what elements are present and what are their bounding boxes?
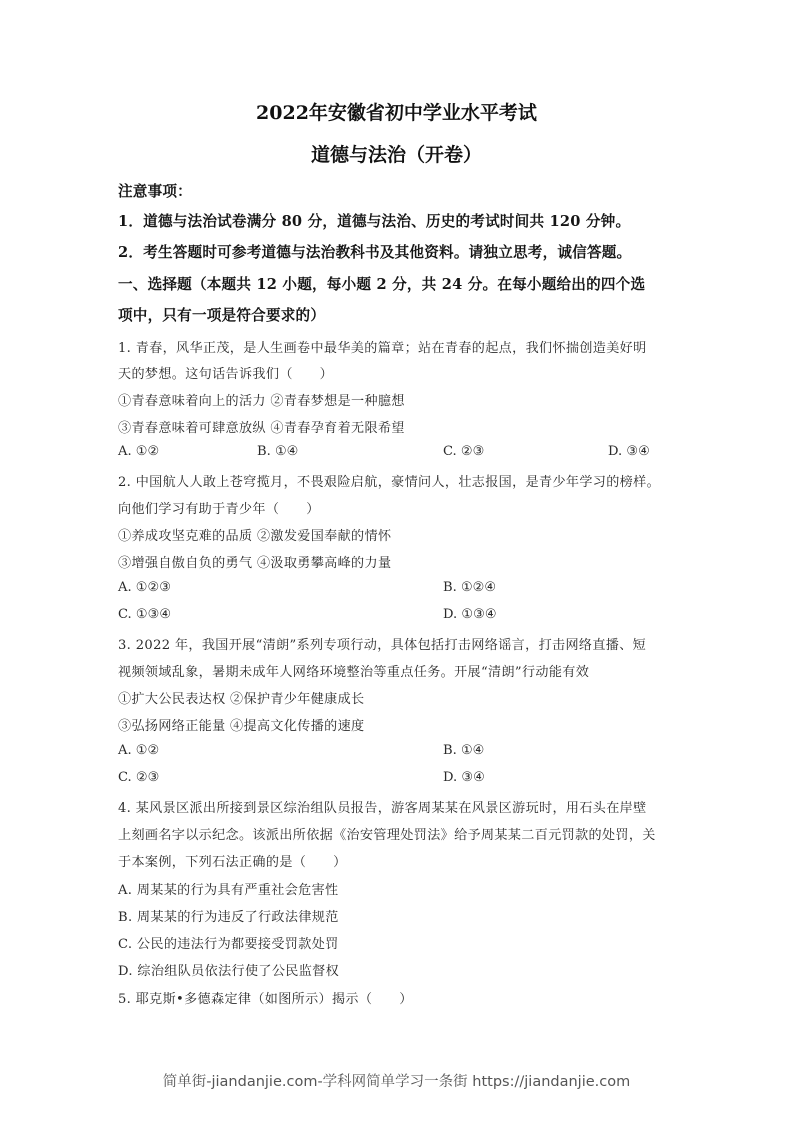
question-stem: 上刻画名字以示纪念。该派出所依据《治安管理处罚法》给予周某某二百元罚款的处罚，关 bbox=[118, 828, 656, 843]
question-stem: 4. 某风景区派出所接到景区综治组队员报告，游客周某某在风景区游玩时，用石头在岸壁 bbox=[118, 801, 647, 816]
option-c: C. ①③④ bbox=[118, 607, 172, 622]
question-statement: ③青春意味着可肆意放纵 ④青春孕育着无限希望 bbox=[118, 421, 405, 436]
option-a: A. ①② bbox=[118, 743, 160, 758]
question-stem: 2. 中国航人人敢上苍穹揽月，不畏艰险启航，豪情问人，壮志报国，是青少年学习的榜样。 bbox=[118, 475, 661, 490]
question-stem: 3. 2022 年，我国开展“清朗”系列专项行动，具体包括打击网络谣言，打击网络直播、短 bbox=[118, 638, 647, 653]
section-heading-line-1: 一、选择题（本题共 12 小题，每小题 2 分，共 24 分。在每小题给出的四个选 bbox=[118, 276, 646, 293]
note-item-2: 2．考生答题时可参考道德与法治教科书及其他资料。请独立思考，诚信答题。 bbox=[118, 244, 632, 261]
question-stem: 5. 耶克斯•多德森定律（如图所示）揭示（ ） bbox=[118, 992, 413, 1007]
option-c: C. ②③ bbox=[118, 770, 160, 785]
exam-subtitle: 道德与法治（开卷） bbox=[310, 144, 482, 166]
option-d: D. ③④ bbox=[443, 770, 485, 785]
section-heading-line-2: 项中，只有一项是符合要求的） bbox=[118, 307, 326, 324]
option-b: B. ①④ bbox=[443, 743, 485, 758]
option-c: C. 公民的违法行为都要接受罚款处罚 bbox=[118, 937, 339, 952]
option-c: C. ②③ bbox=[443, 444, 485, 459]
question-statement: ①青春意味着向上的活力 ②青春梦想是一种臆想 bbox=[118, 394, 405, 409]
option-a: A. ①②③ bbox=[118, 580, 171, 595]
notes-heading: 注意事项： bbox=[118, 183, 192, 200]
question-statement: ③增强自傲自负的勇气 ④汲取勇攀高峰的力量 bbox=[118, 556, 392, 571]
question-stem: 1. 青春，风华正茂，是人生画卷中最华美的篇章；站在青春的起点，我们怀揣创造美好明 bbox=[118, 341, 647, 356]
option-d: D. ③④ bbox=[608, 444, 650, 459]
note-item-1: 1．道德与法治试卷满分 80 分，道德与法治、历史的考试时间共 120 分钟。 bbox=[118, 213, 631, 230]
option-d: D. ①③④ bbox=[443, 607, 497, 622]
option-a: A. ①② bbox=[118, 444, 160, 459]
question-statement: ①养成攻坚克难的品质 ②激发爱国奉献的情怀 bbox=[118, 529, 392, 544]
exam-title: 2022年安徽省初中学业水平考试 bbox=[256, 102, 537, 124]
option-b: B. 周某某的行为违反了行政法律规范 bbox=[118, 910, 339, 925]
option-a: A. 周某某的行为具有严重社会危害性 bbox=[118, 883, 339, 898]
question-stem: 视频领域乱象，暑期未成年人网络环境整治等重点任务。开展“清朗”行动能有效 bbox=[118, 665, 590, 680]
question-statement: ①扩大公民表达权 ②保护青少年健康成长 bbox=[118, 692, 365, 707]
option-b: B. ①④ bbox=[257, 444, 299, 459]
question-statement: ③弘扬网络正能量 ④提高文化传播的速度 bbox=[118, 719, 365, 734]
watermark-footer: 简单街-jiandanjie.com-学科网简单学习一条街 https://jiandanjie.com bbox=[162, 1074, 631, 1090]
option-d: D. 综治组队员依法行使了公民监督权 bbox=[118, 964, 340, 979]
question-stem: 于本案例，下列石法正确的是（ ） bbox=[118, 855, 347, 870]
question-stem: 向他们学习有助于青少年（ ） bbox=[118, 502, 320, 517]
option-b: B. ①②④ bbox=[443, 580, 497, 595]
question-stem: 天的梦想。这句话告诉我们（ ） bbox=[118, 367, 334, 382]
